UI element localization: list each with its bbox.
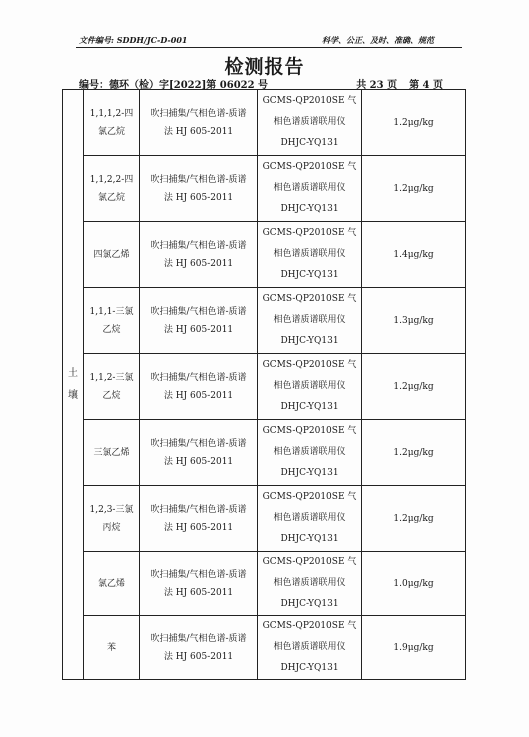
method-text: 吹扫捕集/气相色谱-质谱法 HJ 605-2011: [150, 504, 247, 533]
result-cell: [362, 288, 466, 354]
instrument-text: GCMS-QP2010SE 气相色谱质谱联用仪 DHJC-YQ131: [262, 557, 357, 609]
method-cell: [140, 616, 258, 680]
result-value: 1.3μg/kg: [393, 315, 434, 326]
method-text: 吹扫捕集/气相色谱-质谱法 HJ 605-2011: [150, 306, 247, 335]
current-page: 第 4 页: [409, 80, 443, 91]
report-number: 编号：德环（检）字[2022]第 06022 号: [79, 80, 269, 91]
result-cell: [362, 420, 466, 486]
item-cell: [84, 420, 140, 486]
method-text: 吹扫捕集/气相色谱-质谱法 HJ 605-2011: [150, 633, 247, 662]
instrument-cell: [258, 222, 362, 288]
method-text: 吹扫捕集/气相色谱-质谱法 HJ 605-2011: [150, 438, 247, 467]
result-value: 1.2μg/kg: [393, 513, 434, 524]
result-cell: [362, 486, 466, 552]
item-name: 苯: [106, 642, 116, 653]
result-cell: [362, 90, 466, 156]
page-title: 检测报告: [224, 56, 305, 78]
instrument-text: GCMS-QP2010SE 气相色谱质谱联用仪 DHJC-YQ131: [262, 162, 357, 214]
instrument-text: GCMS-QP2010SE 气相色谱质谱联用仪 DHJC-YQ131: [262, 492, 357, 544]
instrument-cell: [258, 288, 362, 354]
method-cell: [140, 90, 258, 156]
result-value: 1.2μg/kg: [393, 447, 434, 458]
instrument-text: GCMS-QP2010SE 气相色谱质谱联用仪 DHJC-YQ131: [262, 426, 357, 478]
table-row: [63, 486, 466, 552]
matrix-label: 土壤: [68, 367, 78, 401]
instrument-cell: [258, 354, 362, 420]
results-table: [62, 89, 466, 680]
method-text: 吹扫捕集/气相色谱-质谱法 HJ 605-2011: [150, 569, 247, 598]
header-divider: [76, 47, 462, 48]
item-name: 1,1,2,2-四氯乙烷: [89, 174, 134, 203]
item-cell: [84, 552, 140, 616]
result-cell: [362, 616, 466, 680]
instrument-cell: [258, 616, 362, 680]
result-value: 1.2μg/kg: [393, 183, 434, 194]
item-name: 1,1,2-三氯乙烷: [89, 372, 134, 401]
result-cell: [362, 222, 466, 288]
item-cell: [84, 616, 140, 680]
item-cell: [84, 354, 140, 420]
total-pages: 共 23 页: [356, 80, 398, 91]
method-cell: [140, 420, 258, 486]
method-text: 吹扫捕集/气相色谱-质谱法 HJ 605-2011: [150, 240, 247, 269]
matrix-cell: [63, 90, 84, 680]
table-row: [63, 222, 466, 288]
method-cell: [140, 288, 258, 354]
table-row: [63, 354, 466, 420]
instrument-text: GCMS-QP2010SE 气相色谱质谱联用仪 DHJC-YQ131: [262, 294, 357, 346]
motto: 科学、公正、及时、准确、规范: [322, 35, 434, 45]
instrument-cell: [258, 552, 362, 616]
instrument-text: GCMS-QP2010SE 气相色谱质谱联用仪 DHJC-YQ131: [262, 621, 357, 673]
method-cell: [140, 222, 258, 288]
instrument-cell: [258, 90, 362, 156]
item-cell: [84, 222, 140, 288]
result-cell: [362, 552, 466, 616]
result-value: 1.9μg/kg: [393, 642, 434, 653]
instrument-cell: [258, 486, 362, 552]
method-text: 吹扫捕集/气相色谱-质谱法 HJ 605-2011: [150, 372, 247, 401]
item-name: 三氯乙烯: [93, 447, 130, 458]
method-cell: [140, 486, 258, 552]
result-value: 1.4μg/kg: [393, 249, 434, 260]
method-text: 吹扫捕集/气相色谱-质谱法 HJ 605-2011: [150, 108, 247, 137]
result-value: 1.0μg/kg: [393, 578, 434, 589]
result-cell: [362, 156, 466, 222]
instrument-cell: [258, 420, 362, 486]
result-value: 1.2μg/kg: [393, 381, 434, 392]
item-cell: [84, 288, 140, 354]
method-cell: [140, 552, 258, 616]
instrument-text: GCMS-QP2010SE 气相色谱质谱联用仪 DHJC-YQ131: [262, 96, 357, 148]
table-row: [63, 288, 466, 354]
table-row: [63, 90, 466, 156]
method-text: 吹扫捕集/气相色谱-质谱法 HJ 605-2011: [150, 174, 247, 203]
method-cell: [140, 156, 258, 222]
instrument-cell: [258, 156, 362, 222]
item-cell: [84, 486, 140, 552]
table-row: [63, 156, 466, 222]
table-row: [63, 552, 466, 616]
method-cell: [140, 354, 258, 420]
item-name: 1,2,3-三氯丙烷: [89, 504, 134, 533]
table-row: [63, 616, 466, 680]
item-cell: [84, 156, 140, 222]
instrument-text: GCMS-QP2010SE 气相色谱质谱联用仪 DHJC-YQ131: [262, 360, 357, 412]
result-cell: [362, 354, 466, 420]
table-row: [63, 420, 466, 486]
item-name: 四氯乙烯: [93, 249, 130, 260]
item-name: 1,1,1,2-四氯乙烷: [89, 108, 134, 137]
result-value: 1.2μg/kg: [393, 117, 434, 128]
instrument-text: GCMS-QP2010SE 气相色谱质谱联用仪 DHJC-YQ131: [262, 228, 357, 280]
item-name: 1,1,1-三氯乙烷: [89, 306, 134, 335]
item-cell: [84, 90, 140, 156]
doc-number: 文件编号: SDDH/JC-D-001: [79, 35, 188, 45]
item-name: 氯乙烯: [97, 578, 125, 589]
